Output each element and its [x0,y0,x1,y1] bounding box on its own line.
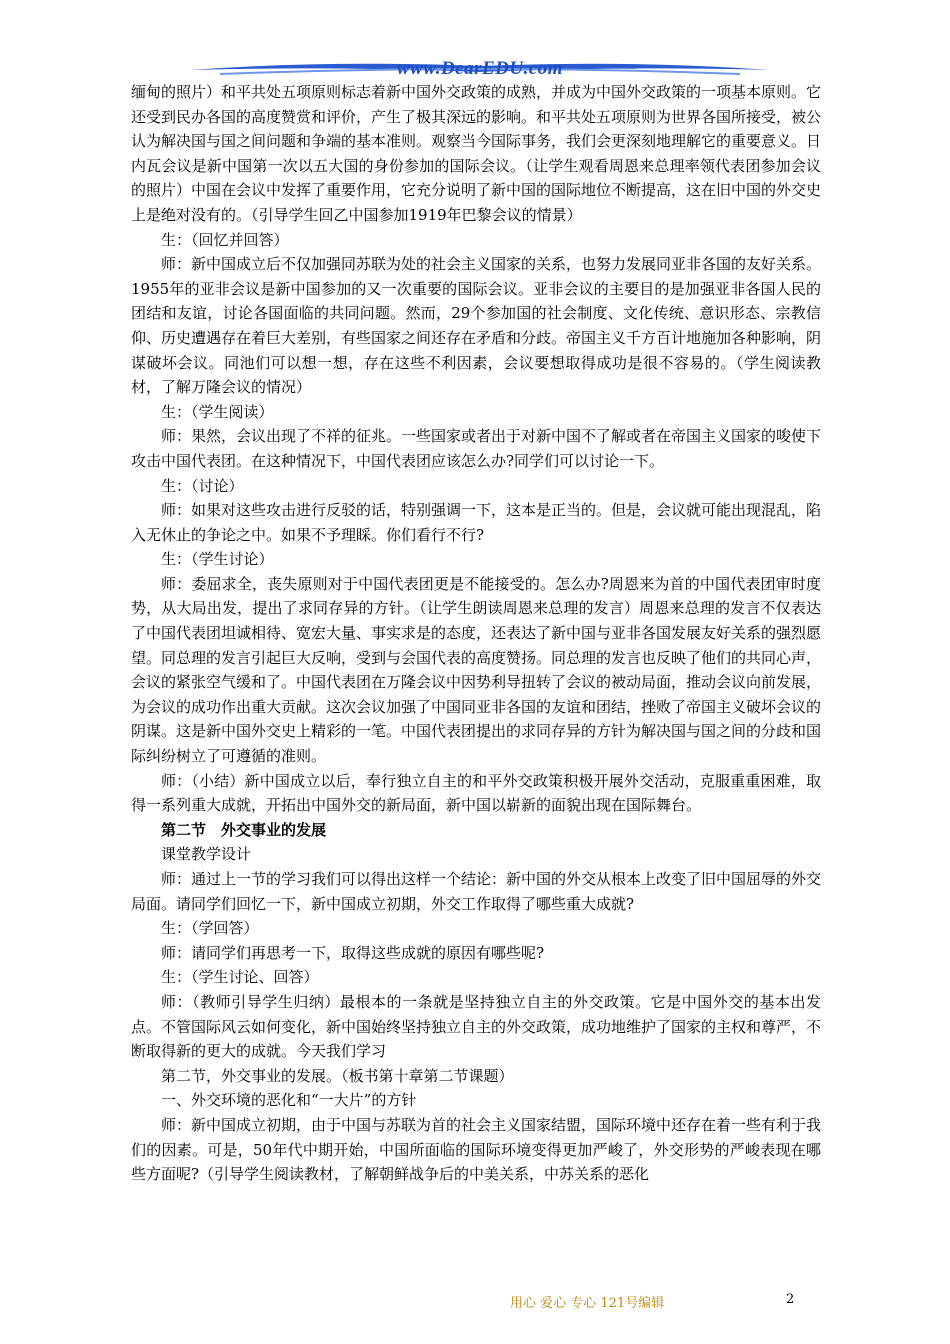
paragraph: 生：（学生讨论、回答） [161,968,319,987]
paragraph: 师：新中国成立后不仅加强同苏联为处的社会主义国家的关系，也努力发展同亚非各国的友好关系。1955年的亚非会议是新中国参加的又一次重要的国际会议。亚非会议的主要目的是加强亚非各国人民的团结和友谊，讨论各国面临的共同问题。然而，29个参加国的社会制度、文化传统、意识形态、宗教信仰、历史遭遇存在着巨大差别，有些国家之间还存在矛盾和分歧。帝国主义千方百计地施加各种影响，阴谋破坏会议。同池们可以想一想，存在这些不利因素，会议要想取得成功是很不容易的。（学生阅读教材，了解万隆会议的情况） [131,255,822,397]
paragraph: 师：通过上一节的学习我们可以得出这样一个结论：新中国的外交从根本上改变了旧中国屈辱的外交局面。请同学们回忆一下，新中国成立初期，外交工作取得了哪些重大成就? [131,870,822,913]
section-heading: 第二节 外交事业的发展 [161,820,327,839]
document-body [131,80,821,1187]
paragraph: 一、外交环境的恶化和“一大片”的方针 [161,1091,417,1110]
page-number: 2 [786,1292,795,1307]
paragraph: 师：新中国成立初期，由于中国与苏联为首的社会主义国家结盟，国际环境中还存在着一些有利于我们的因素。可是，50年代中期开始，中国所面临的国际环境变得更加严峻了，外交形势的严峻表现在哪些方面呢?（引导学生阅读教材，了解朝鲜战争后的中美关系，中苏关系的恶化 [131,1115,822,1184]
paragraph: 师：（小结）新中国成立以后，奉行独立自主的和平外交政策积极开展外交活动，克服重重困难，取得一系列重大成就，开拓出中国外交的新局面，新中国以崭新的面貌出现在国际舞台。 [131,771,821,815]
paragraph: 生：（学生讨论） [161,550,274,569]
paragraph: 师：果然，会议出现了不祥的征兆。一些国家或者出于对新中国不了解或者在帝国主义国家的唆使下攻击中国代表团。在这种情况下，中国代表团应该怎么办?同学们可以讨论一下。 [131,427,822,470]
paragraph: 生：（学回答） [161,919,259,938]
footer-note: 用心 爱心 专心 121号编辑 [510,1296,665,1311]
paragraph: 第二节，外交事业的发展。（板书第十章第二节课题） [161,1066,514,1085]
paragraph: 生：（讨论） [161,476,244,495]
paragraph: 缅甸的照片）和平共处五项原则标志着新中国外交政策的成熟，并成为中国外交政策的一项基本原则。它还受到民办各国的高度赞赏和评价，产生了极其深远的影响。和平共处五项原则为世界各国所接受，被公认为解决国与国之间问题和争端的基本准则。观察当今国际事务，我们会更深刻地理解它的重要意义。日内瓦会议是新中国第一次以五大国的身份参加的国际会议。（让学生观看周恩来总理率领代表团参加会议的照片）中国在会议中发挥了重要作用，它充分说明了新中国的国际地位不断提高，这在旧中国的外交史上是绝对没有的。（引导学生回乙中国参加1919年巴黎会议的情景） [131,83,822,224]
paragraph: 师：委屈求全，丧失原则对于中国代表团更是不能接受的。怎么办?周恩来为首的中国代表团审时度势，从大局出发，提出了求同存异的方针。（让学生朗读周恩来总理的发言）周恩来总理的发言不仅表达了中国代表团坦诚相待、宽宏大量、事实求是的态度，还表达了新中国与亚非各国发展友好关系的强烈愿望。同总理的发言引起巨大反响，受到与会国代表的高度赞扬。同总理的发言也反映了他们的共同心声，会议的紧张空气缓和了。中国代表团在万隆会议中因势利导扭转了会议的被动局面，推动会议向前发展，为会议的成功作出重大贡献。这次会议加强了中国同亚非各国的友谊和团结，挫败了帝国主义破坏会议的阴谋。这是新中国外交史上精彩的一笔。中国代表团提出的求同存异的方针为解决国与国之间的分歧和国际纠纷树立了可遵循的准则。 [131,574,822,766]
paragraph: 师：（教师引导学生归纳）最根本的一条就是坚持独立自主的外交政策。它是中国外交的基本出发点。不管国际风云如何变化，新中国始终坚持独立自主的外交政策，成功地维护了国家的主权和尊严，不断取得新的更大的成就。今天我们学习 [131,992,822,1061]
paragraph: 课堂教学设计 [161,845,252,864]
site-logo[interactable]: www.DearEDU.com [396,58,564,79]
paragraph: 生：（学生阅读） [161,402,274,421]
paragraph: 生：（回忆并回答） [161,230,289,249]
paragraph: 师：请同学们再思考一下，取得这些成就的原因有哪些呢? [161,943,545,962]
paragraph: 师：如果对这些攻击进行反驳的话，特别强调一下，这本是正当的。但是，会议就可能出现混乱，陷入无休止的争论之中。如果不予理睬。你们看行不行? [131,501,822,544]
